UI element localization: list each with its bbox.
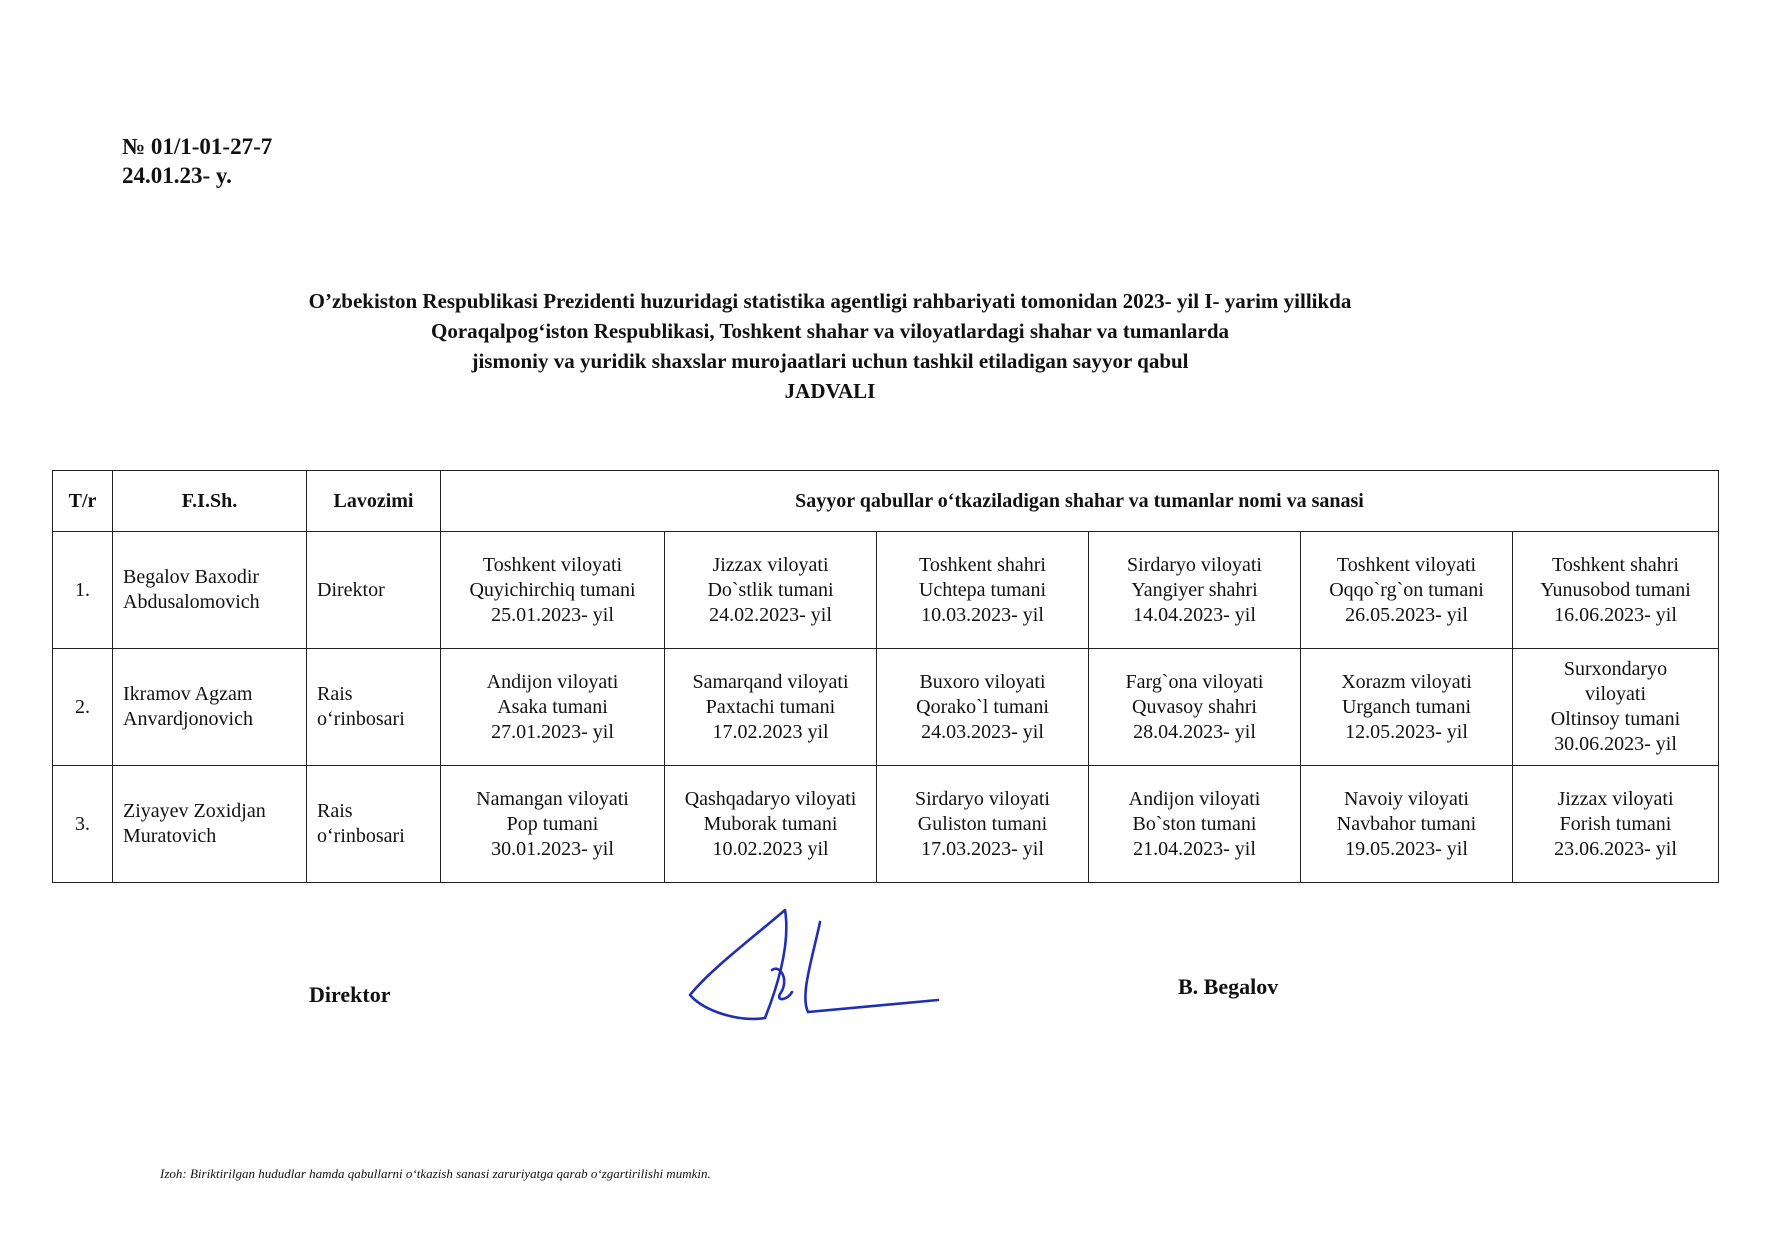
row-number: 3. [53,766,113,883]
visit-cell-line: 14.04.2023- yil [1133,603,1256,626]
visit-cell-line: Forish tumani [1559,812,1672,835]
visit-cell-line: Buxoro viloyati [919,670,1046,693]
visit-cell [877,766,1089,883]
visit-cell-line: Asaka tumani [497,695,608,718]
visit-cell [441,649,665,766]
row-number: 2. [53,649,113,766]
row-number: 1. [53,532,113,649]
person-position [307,649,441,766]
person-position [307,532,441,649]
title-line-2: Qoraqalpog‘iston Respublikasi, Toshkent shahar va viloyatlardagi shahar va tumanlarda [431,319,1229,343]
visit-cell-line: Sirdaryo viloyati [1127,553,1262,576]
visit-cell-line: Qashqadaryo viloyati [684,787,857,810]
visit-cell [1089,649,1301,766]
person-position-line: Rais [317,800,353,822]
visit-cell [877,532,1089,649]
visit-cell-line: 24.02.2023- yil [709,603,832,626]
person-name-line: Anvardjonovich [123,708,253,730]
visit-cell [665,766,877,883]
visit-cell [1513,649,1719,766]
visit-cell-line: Quvasoy shahri [1132,695,1257,718]
header-visits: Sayyor qabullar o‘tkaziladigan shahar va tumanlar nomi va sanasi [441,471,1719,532]
visit-cell-line: 24.03.2023- yil [921,720,1044,743]
visit-cell-line: Sirdaryo viloyati [915,787,1050,810]
person-name [113,532,307,649]
visit-cell [441,532,665,649]
visit-cell-line: Quyichirchiq tumani [469,578,636,601]
visit-cell-line: Toshkent viloyati [1336,553,1477,576]
footnote: Izoh: Biriktirilgan hududlar hamda qabullarni o‘tkazish sanasi zaruriyatga qarab o‘zgartirilishi mumkin. [160,1166,711,1181]
visit-cell-line: Qorako`l tumani [916,695,1049,718]
person-position-line: Direktor [317,578,385,601]
visit-cell-line: 10.02.2023 yil [712,837,829,860]
visit-cell [441,766,665,883]
visit-cell-line: Bo`ston tumani [1132,812,1257,835]
person-position [307,766,441,883]
table-row [53,649,1719,766]
visit-cell [1301,766,1513,883]
visit-cell-line: Namangan viloyati [476,787,629,810]
visit-cell-line: Muborak tumani [703,812,838,835]
visit-cell-line: 21.04.2023- yil [1133,837,1256,860]
table-row [53,532,1719,649]
visit-cell-line: 28.04.2023- yil [1133,720,1256,743]
visit-cell [1301,532,1513,649]
visit-cell-line: 26.05.2023- yil [1345,603,1468,626]
visit-cell-line: 17.02.2023 yil [712,720,829,743]
schedule-table [52,470,1719,883]
person-name-line: Begalov Baxodir [123,566,260,588]
visit-cell-line: 27.01.2023- yil [491,720,614,743]
person-position-line: o‘rinbosari [317,825,405,847]
visit-cell-line: Pop tumani [506,812,599,835]
visit-cell-line: Toshkent shahri [919,553,1046,576]
document-number: № 01/1-01-27-7 [122,134,273,159]
signer-role: Direktor [309,982,391,1007]
title-line-4: JADVALI [784,379,876,403]
visit-cell-line: 25.01.2023- yil [491,603,614,626]
signer-name: B. Begalov [1178,974,1279,999]
visit-cell-line: Oltinsoy tumani [1550,708,1681,730]
visit-cell [665,532,877,649]
visit-cell-line: Guliston tumani [917,812,1048,835]
visit-cell-line: 16.06.2023- yil [1554,603,1677,626]
signature [680,900,960,1040]
header-number: T/r [53,471,113,532]
visit-cell-line: Paxtachi tumani [705,695,836,718]
visit-cell-line: Samarqand viloyati [692,670,849,693]
visit-cell-line: Yunusobod tumani [1540,578,1691,601]
visit-cell [1513,766,1719,883]
visit-cell-line: 10.03.2023- yil [921,603,1044,626]
visit-cell [1513,532,1719,649]
person-name-line: Ikramov Agzam [123,683,253,705]
person-name-line: Ziyayev Zoxidjan [123,800,266,822]
person-name-line: Abdusalomovich [123,591,260,613]
visit-cell [665,649,877,766]
visit-cell-line: Navbahor tumani [1336,812,1477,835]
visit-cell-line: 23.06.2023- yil [1554,837,1677,860]
header-position: Lavozimi [307,471,441,532]
document-title [180,286,1480,406]
title-line-1: O’zbekiston Respublikasi Prezidenti huzuridagi statistika agentligi rahbariyati tomonidan 2023- yil I- yarim yillikda [308,289,1352,313]
document-date: 24.01.23- y. [122,163,232,188]
visit-cell-line: Toshkent shahri [1552,553,1679,576]
visit-cell [877,649,1089,766]
person-name [113,766,307,883]
header-name: F.I.Sh. [113,471,307,532]
visit-cell-line: Surxondaryo [1563,658,1668,680]
visit-cell-line: Xorazm viloyati [1341,670,1472,693]
visit-cell-line: Jizzax viloyati [1557,787,1674,810]
visit-cell-line: Yangiyer shahri [1131,578,1258,601]
visit-cell-line: 30.06.2023- yil [1554,733,1677,755]
visit-cell-line: 17.03.2023- yil [921,837,1044,860]
visit-cell-line: Urganch tumani [1341,695,1472,718]
person-name-line: Muratovich [123,825,217,847]
visit-cell [1089,532,1301,649]
person-position-line: o‘rinbosari [317,708,405,730]
visit-cell-line: Farg`ona viloyati [1125,670,1264,693]
visit-cell-line: Jizzax viloyati [712,553,829,576]
document-reference [122,132,272,190]
visit-cell-line: 12.05.2023- yil [1345,720,1468,743]
visit-cell-line: Navoiy viloyati [1344,787,1469,810]
person-name [113,649,307,766]
visit-cell-line: viloyati [1584,683,1647,705]
table-row [53,766,1719,883]
visit-cell-line: Uchtepa tumani [918,578,1047,601]
visit-cell-line: Do`stlik tumani [707,578,834,601]
title-line-3: jismoniy va yuridik shaxslar murojaatlari uchun tashkil etiladigan sayyor qabul [471,349,1189,373]
header-row [53,471,1719,532]
visit-cell [1301,649,1513,766]
visit-cell [1089,766,1301,883]
visit-cell-line: Toshkent viloyati [482,553,623,576]
visit-cell-line: 30.01.2023- yil [491,837,614,860]
person-position-line: Rais [317,683,353,705]
visit-cell-line: Andijon viloyati [486,670,619,693]
visit-cell-line: 19.05.2023- yil [1345,837,1468,860]
visit-cell-line: Andijon viloyati [1128,787,1261,810]
visit-cell-line: Oqqo`rg`on tumani [1329,578,1484,601]
